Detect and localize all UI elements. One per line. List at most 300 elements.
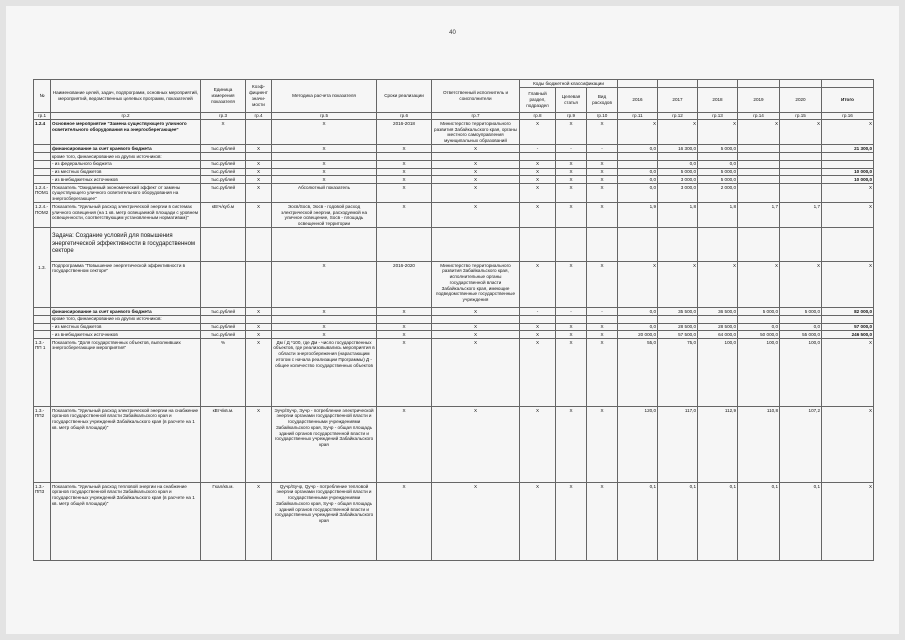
table-cell	[780, 315, 822, 323]
table-cell: 3 000,0	[658, 176, 698, 184]
table-cell: Х	[556, 323, 587, 331]
table-cell: -	[520, 308, 556, 316]
table-row	[34, 315, 874, 323]
table-cell	[658, 153, 698, 161]
table-cell	[34, 145, 51, 153]
table-row	[34, 176, 874, 184]
table-cell	[556, 315, 587, 323]
table-cell	[780, 228, 822, 262]
table-cell	[201, 262, 246, 308]
table-cell: Х	[377, 160, 432, 168]
header-codes: Коды бюджетной классификации	[520, 80, 618, 88]
header-unit: Единица измерения показателя	[201, 80, 246, 113]
table-cell: Дм / Д *100, где Дм - число государственных объектов, где реализовывались мероприятия в области энергосбережения (нарастающим итогом с начала реализации Программы) Д - общее количество государственных объектов	[272, 339, 377, 407]
table-cell: 100,0	[698, 339, 738, 407]
table-cell: Х	[556, 407, 587, 483]
table-cell	[587, 228, 618, 262]
table-cell: 1.2.4.-ПОМ1	[34, 184, 51, 203]
table-cell: Х	[587, 176, 618, 184]
table-cell	[34, 323, 51, 331]
table-cell: Х	[432, 331, 520, 339]
header-total: Итого	[822, 87, 874, 112]
table-cell: Х	[272, 145, 377, 153]
table-cell: Х	[432, 184, 520, 203]
table-cell: Х	[201, 120, 246, 145]
header-name: Наименование целей, задач, подпрограмм, основных мероприятий, мероприятий, ведомственных целевых программ, показателей	[51, 80, 201, 113]
table-row	[34, 120, 874, 145]
table-cell: 55 000,0	[780, 331, 822, 339]
table-cell: 2016-2018	[377, 120, 432, 145]
table-cell: Х	[822, 184, 874, 203]
header-exec: Ответственный исполнитель и соисполнители	[432, 80, 520, 113]
table-cell: 0,1	[698, 483, 738, 561]
table-cell: 0,0	[618, 176, 658, 184]
table-cell: 16 300,0	[658, 145, 698, 153]
table-cell: Х	[738, 262, 780, 308]
table-cell: -	[556, 145, 587, 153]
table-cell: Х	[587, 339, 618, 407]
table-cell: 1,8	[698, 203, 738, 228]
header-method: Методика расчета показателя	[272, 80, 377, 113]
header-vr: Вид расходов	[587, 87, 618, 112]
column-number: гр.5	[272, 112, 377, 120]
table-row	[34, 203, 874, 228]
table-cell: -	[556, 308, 587, 316]
table-cell: 3 000,0	[658, 184, 698, 203]
table-cell: Х	[520, 407, 556, 483]
header-2016: 2016	[618, 87, 658, 112]
table-cell	[618, 228, 658, 262]
table-cell: Х	[377, 184, 432, 203]
column-number: гр.12	[658, 112, 698, 120]
table-cell: Х	[556, 184, 587, 203]
table-cell: Х	[587, 168, 618, 176]
column-number: гр.16	[822, 112, 874, 120]
table-cell: Х	[658, 262, 698, 308]
table-cell: финансирование за счет краевого бюджета	[51, 145, 201, 153]
table-cell: 1.3.	[34, 228, 51, 308]
table-cell	[738, 153, 780, 161]
table-cell: Х	[556, 262, 587, 308]
table-cell: 100,0	[738, 339, 780, 407]
table-cell	[246, 228, 272, 262]
table-row	[34, 339, 874, 407]
table-cell: Qучр/Sучр, Qучр - потребление тепловой энергии органами государственной власти и государственными учреждениями Забайкальского края, Sучр - общая площадь зданий органов государственной власти и государственных учреждений Забайкальского края	[272, 483, 377, 561]
table-cell: 0,0	[658, 160, 698, 168]
table-cell: 5 000,0	[738, 308, 780, 316]
table-row	[34, 262, 874, 308]
table-cell	[34, 308, 51, 316]
table-row	[34, 160, 874, 168]
table-cell: 1,7	[738, 203, 780, 228]
table-cell	[377, 315, 432, 323]
table-cell: Х	[618, 120, 658, 145]
table-cell	[738, 184, 780, 203]
table-cell: 1.3.-ПП3	[34, 483, 51, 561]
header-coef: Коэф-фициент значи-мости	[246, 80, 272, 113]
table-cell	[822, 228, 874, 262]
table-cell: Эучр/Sучр, Эучр - потребление электрической энергии органами государственной власти и государственными учреждениями Забайкальского края, Sучр - общая площадь зданий органов государственной власти и государственных учреждений Забайкальского края	[272, 407, 377, 483]
table-cell: 1,7	[780, 203, 822, 228]
table-cell: тыс.рублей	[201, 331, 246, 339]
table-cell: Показатель "Удельный расход электрической энергии в системах уличного освещения (на 1 кв. метр освещаемой площади с уровнем освещенности, соответствующим установленным нормативам)"	[51, 203, 201, 228]
table-cell	[272, 315, 377, 323]
table-cell	[698, 315, 738, 323]
table-cell: Х	[432, 339, 520, 407]
table-cell: Х	[272, 168, 377, 176]
table-cell	[432, 315, 520, 323]
table-row	[34, 407, 874, 483]
column-number: гр.11	[618, 112, 658, 120]
table-cell: - из федерального бюджета	[51, 160, 201, 168]
table-cell	[738, 176, 780, 184]
table-row	[34, 168, 874, 176]
table-cell: Х	[520, 203, 556, 228]
table-cell: Х	[432, 407, 520, 483]
table-cell: -	[587, 308, 618, 316]
table-row	[34, 483, 874, 561]
table-cell: Х	[246, 160, 272, 168]
table-cell: Х	[822, 407, 874, 483]
table-cell: тыс.рублей	[201, 184, 246, 203]
table-cell	[658, 228, 698, 262]
table-cell: Х	[698, 262, 738, 308]
header-2018: 2018	[698, 87, 738, 112]
document-page	[6, 6, 899, 634]
header-2020: 2020	[780, 87, 822, 112]
table-cell: Х	[587, 331, 618, 339]
table-cell: кВтч/куб.м	[201, 203, 246, 228]
table-cell	[34, 331, 51, 339]
table-cell: 1.2.4.-ПОМ2	[34, 203, 51, 228]
table-cell: Х	[556, 176, 587, 184]
table-cell: Х	[432, 323, 520, 331]
column-number: гр.13	[698, 112, 738, 120]
table-cell	[618, 153, 658, 161]
table-cell	[201, 228, 246, 262]
column-number: гр.10	[587, 112, 618, 120]
header-gr: Главный раздел, подраздел	[520, 87, 556, 112]
header-2019: 2019	[738, 87, 780, 112]
column-number: гр.2	[51, 112, 201, 120]
table-cell	[738, 168, 780, 176]
table-cell	[34, 176, 51, 184]
table-cell: Х	[556, 331, 587, 339]
table-cell: 10 000,0	[822, 176, 874, 184]
table-cell: Х	[587, 203, 618, 228]
table-cell: Х	[658, 120, 698, 145]
table-cell: Х	[822, 262, 874, 308]
table-cell: Х	[272, 176, 377, 184]
header-num: №	[34, 80, 51, 113]
table-cell: Х	[556, 120, 587, 145]
table-cell: Х	[272, 323, 377, 331]
table-cell: финансирование за счет краевого бюджета	[51, 308, 201, 316]
table-cell: Х	[618, 262, 658, 308]
table-cell: Х	[520, 168, 556, 176]
table-cell: Х	[377, 339, 432, 407]
table-cell	[780, 168, 822, 176]
column-number: гр.4	[246, 112, 272, 120]
table-cell: 0,0	[698, 160, 738, 168]
table-cell: 28 500,0	[658, 323, 698, 331]
table-cell	[246, 153, 272, 161]
table-cell: тыс.рублей	[201, 323, 246, 331]
table-cell: Х	[520, 339, 556, 407]
table-cell: Показатель "Доля государственных объектов, выполнивших энергосберегающие мероприятия"	[51, 339, 201, 407]
table-row	[34, 184, 874, 203]
table-cell: Х	[520, 184, 556, 203]
table-cell: 5 000,0	[698, 168, 738, 176]
table-cell: Х	[520, 176, 556, 184]
table-cell	[738, 315, 780, 323]
table-cell: 5 000,0	[780, 308, 822, 316]
header-2017: 2017	[658, 87, 698, 112]
table-cell	[377, 228, 432, 262]
table-cell	[658, 315, 698, 323]
table-cell: Эосв/Sосв, Эосв - годовой расход электрической энергии, расходуемой на уличное освещение, Sосв - площадь освещенной территории	[272, 203, 377, 228]
table-cell: Х	[432, 176, 520, 184]
table-cell	[738, 160, 780, 168]
table-cell: 0,0	[618, 323, 658, 331]
table-cell: 10 000,0	[822, 168, 874, 176]
table-cell: Х	[246, 308, 272, 316]
table-cell	[34, 168, 51, 176]
table-cell: 21 300,0	[822, 145, 874, 153]
table-cell: -	[520, 145, 556, 153]
table-cell	[556, 153, 587, 161]
table-cell: Х	[587, 160, 618, 168]
table-cell: Показатель "Удельный расход электрической энергии на снабжение органов государственной власти Забайкальского края и государственных учреждений Забайкальского края (в расчете на 1 кв. метр общей площади)"	[51, 407, 201, 483]
table-cell: 75,0	[658, 339, 698, 407]
table-cell: 0,0	[618, 184, 658, 203]
column-number: гр.1	[34, 112, 51, 120]
table-cell: 246 500,0	[822, 331, 874, 339]
table-cell: Х	[246, 203, 272, 228]
table-cell: 120,0	[618, 407, 658, 483]
table-cell: Х	[520, 323, 556, 331]
table-cell: 55,0	[618, 339, 658, 407]
table-cell: Х	[556, 203, 587, 228]
table-row	[34, 323, 874, 331]
column-number: гр.3	[201, 112, 246, 120]
table-cell: Х	[377, 203, 432, 228]
table-cell: 50 000,0	[738, 331, 780, 339]
table-cell: Х	[556, 483, 587, 561]
table-cell: кВтч/кв.м.	[201, 407, 246, 483]
table-cell	[432, 228, 520, 262]
column-number: гр.9	[556, 112, 587, 120]
table-cell: Абсолютный показатель	[272, 184, 377, 203]
table-cell: 1.3.-ПП 1	[34, 339, 51, 407]
table-cell	[822, 160, 874, 168]
table-cell: 0,0	[618, 308, 658, 316]
table-cell: Х	[587, 120, 618, 145]
table-cell: Министерство территориального развития Забайкальского края, органы местного самоуправления муниципальных образований	[432, 120, 520, 145]
table-cell: 20 000,0	[618, 331, 658, 339]
page-number: 40	[449, 30, 456, 36]
table-cell: тыс.рублей	[201, 145, 246, 153]
column-number: гр.6	[377, 112, 432, 120]
table-cell: Х	[246, 145, 272, 153]
table-cell: Основное мероприятие "Замена существующего уличного осветительного оборудования на энергосберегающее"	[51, 120, 201, 145]
table-cell: Х	[432, 160, 520, 168]
table-cell: Х	[432, 168, 520, 176]
table-cell: -	[587, 145, 618, 153]
table-cell: Х	[377, 323, 432, 331]
table-cell	[780, 145, 822, 153]
table-cell: 57 000,0	[822, 323, 874, 331]
header-cs: Целевая статья	[556, 87, 587, 112]
table-cell: тыс.рублей	[201, 176, 246, 184]
table-cell: Х	[246, 184, 272, 203]
table-cell: кроме того, финансирование из других источников:	[51, 315, 201, 323]
table-cell	[432, 153, 520, 161]
table-cell	[34, 160, 51, 168]
table-cell: Х	[246, 331, 272, 339]
table-cell	[201, 153, 246, 161]
table-cell: - из внебюджетных источников	[51, 176, 201, 184]
table-cell: 1,8	[658, 203, 698, 228]
table-cell: Х	[377, 145, 432, 153]
table-cell: Х	[520, 262, 556, 308]
table-cell: тыс.рублей	[201, 308, 246, 316]
table-cell: Министерство территориального развития Забайкальского края, исполнительные органы государственной власти Забайкальского края, имеющие подведомственные государственные учреждения	[432, 262, 520, 308]
table-cell: 2 000,0	[698, 184, 738, 203]
table-cell	[246, 262, 272, 308]
table-cell: Показатель "Удельный расход тепловой энергии на снабжение органов государственной власти Забайкальского края и государственных учреждений Забайкальского края (в расчете на 1 кв. метр общей площади)"	[51, 483, 201, 561]
table-cell: 28 500,0	[698, 323, 738, 331]
table-cell	[738, 228, 780, 262]
table-cell: Х	[587, 483, 618, 561]
table-cell	[780, 176, 822, 184]
table-cell: Гкал/кв.м.	[201, 483, 246, 561]
table-cell: тыс.рублей	[201, 160, 246, 168]
column-numbers-row	[34, 112, 874, 120]
table-cell	[377, 153, 432, 161]
table-cell	[618, 160, 658, 168]
table-cell: 1.2.4	[34, 120, 51, 145]
table-cell: 0,1	[658, 483, 698, 561]
table-cell: 35 500,0	[658, 308, 698, 316]
column-number: гр.15	[780, 112, 822, 120]
table-cell: 2016-2020	[377, 262, 432, 308]
table-cell: - из местных бюджетов	[51, 168, 201, 176]
table-cell: 64 000,0	[698, 331, 738, 339]
table-cell: Х	[738, 120, 780, 145]
column-number: гр.14	[738, 112, 780, 120]
table-cell: Х	[246, 407, 272, 483]
table-cell: Х	[556, 160, 587, 168]
table-row	[34, 228, 874, 262]
table-cell: кроме того, финансирование из других источников:	[51, 153, 201, 161]
table-cell: Х	[272, 160, 377, 168]
table-cell: Х	[246, 323, 272, 331]
table-row	[34, 153, 874, 161]
table-cell: 5 000,0	[698, 145, 738, 153]
table-cell: 36 500,0	[698, 308, 738, 316]
table-cell: Х	[377, 407, 432, 483]
table-cell: Х	[432, 483, 520, 561]
table-cell: Х	[780, 120, 822, 145]
table-cell: 0,0	[618, 168, 658, 176]
table-cell: - из местных бюджетов	[51, 323, 201, 331]
table-cell	[34, 153, 51, 161]
table-cell: Х	[780, 262, 822, 308]
table-cell: Показатель "Ожидаемый экономический эффект от замены существующего уличного осветительного оборудования на энергосберегающее"	[51, 184, 201, 203]
table-cell	[780, 160, 822, 168]
table-cell: Х	[556, 168, 587, 176]
table-cell: 112,9	[698, 407, 738, 483]
table-cell	[698, 228, 738, 262]
table-cell: Х	[432, 145, 520, 153]
table-cell: 1,9	[618, 203, 658, 228]
table-cell: 100,0	[780, 339, 822, 407]
table-cell	[246, 120, 272, 145]
table-row	[34, 308, 874, 316]
table-cell: 0,1	[780, 483, 822, 561]
table-cell: 57 500,0	[658, 331, 698, 339]
table-cell: Задача: Создание условий для повышения энергетической эффективности в государственном секторе	[51, 228, 201, 262]
table-cell: Х	[587, 262, 618, 308]
table-cell: 5 000,0	[698, 176, 738, 184]
table-cell	[34, 315, 51, 323]
table-cell: Х	[587, 184, 618, 203]
table-cell: Х	[520, 331, 556, 339]
table-cell: Х	[520, 160, 556, 168]
table-cell: Х	[822, 339, 874, 407]
table-cell: Х	[272, 120, 377, 145]
table-cell	[618, 315, 658, 323]
header-terms: Сроки реализации	[377, 80, 432, 113]
table-cell: Х	[377, 308, 432, 316]
table-cell: 110,8	[738, 407, 780, 483]
table-cell: Х	[520, 120, 556, 145]
table-cell: Х	[246, 339, 272, 407]
table-cell	[587, 315, 618, 323]
table-cell: Х	[432, 308, 520, 316]
table-row	[34, 331, 874, 339]
table-cell: Х	[272, 331, 377, 339]
table-cell	[822, 153, 874, 161]
table-cell: Х	[272, 308, 377, 316]
column-number: гр.7	[432, 112, 520, 120]
table-cell: Х	[587, 323, 618, 331]
table-cell: Х	[587, 407, 618, 483]
table-cell: %	[201, 339, 246, 407]
table-cell	[780, 184, 822, 203]
table-cell	[246, 315, 272, 323]
table-cell: Х	[822, 483, 874, 561]
table-cell	[272, 228, 377, 262]
table-cell: 0,0	[618, 145, 658, 153]
table-cell: Х	[556, 339, 587, 407]
table-cell: Х	[272, 262, 377, 308]
table-cell: 82 000,0	[822, 308, 874, 316]
table-cell: Х	[377, 176, 432, 184]
table-cell: Х	[377, 331, 432, 339]
table-cell: Х	[822, 203, 874, 228]
table-cell	[738, 145, 780, 153]
table-cell: Х	[377, 168, 432, 176]
table-cell: Х	[246, 176, 272, 184]
table-cell: 107,2	[780, 407, 822, 483]
table-cell: Х	[246, 483, 272, 561]
table-cell: 0,1	[618, 483, 658, 561]
table-cell	[520, 228, 556, 262]
table-cell: 117,0	[658, 407, 698, 483]
table-cell: 1.3.-ПП2	[34, 407, 51, 483]
